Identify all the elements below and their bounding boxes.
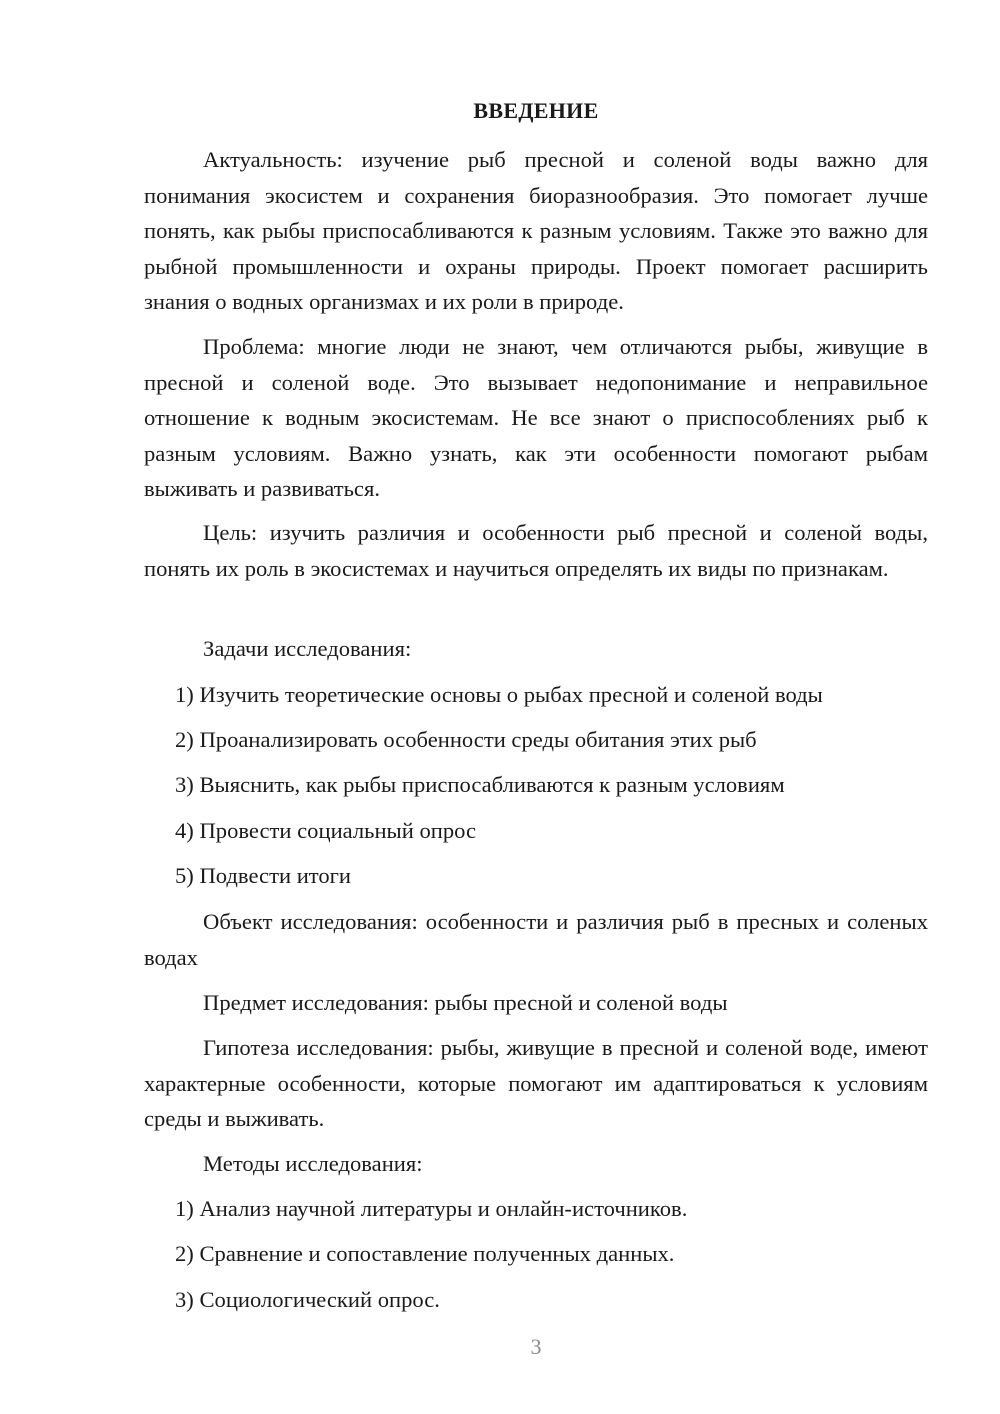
task-item-5-block [144, 858, 928, 894]
method-item: 1) Анализ научной литературы и онлайн-источников. [175, 1196, 688, 1221]
task-item-1-block [144, 677, 928, 713]
goal-paragraph: Цель: изучить различия и особенности рыб пресной и соленой воды, понять их роль в экосистемах и научиться определять их виды по признакам. [144, 520, 928, 581]
section-title: ВВЕДЕНИЕ [473, 98, 599, 123]
methods-label: Методы исследования: [203, 1151, 423, 1176]
tasks-label-block [144, 631, 928, 667]
relevance-block [144, 142, 928, 320]
object-block [144, 904, 928, 975]
hypothesis-block [144, 1030, 928, 1137]
hypothesis-paragraph: Гипотеза исследования: рыбы, живущие в пресной и соленой воде, имеют характерные особенности, которые помогают им адаптироваться к условиям среды и выживать. [144, 1035, 928, 1132]
relevance-paragraph: Актуальность: изучение рыб пресной и соленой воды важно для понимания экосистем и сохранения биоразнообразия. Это помогает лучше понять, как рыбы приспосабливаются к разным условиям. Также это важно для рыбной промышленности и охраны природы. Проект помогает расширить знания о водных организмах и их роли в природе. [144, 147, 928, 315]
method-item-1-block [144, 1191, 928, 1227]
object-paragraph: Объект исследования: особенности и различия рыб в пресных и соленых водах [144, 909, 928, 970]
task-item: 5) Подвести итоги [175, 863, 352, 888]
method-item-2-block [144, 1236, 928, 1272]
goal-block [144, 515, 928, 586]
task-item: 4) Провести социальный опрос [175, 818, 477, 843]
task-item-2-block [144, 722, 928, 758]
methods-label-block [144, 1146, 928, 1182]
method-item: 2) Сравнение и сопоставление полученных данных. [175, 1241, 675, 1266]
problem-block [144, 329, 928, 507]
page-number: 3 [530, 1334, 542, 1359]
task-item: 2) Проанализировать особенности среды обитания этих рыб [175, 727, 757, 752]
problem-paragraph: Проблема: многие люди не знают, чем отличаются рыбы, живущие в пресной и соленой воде. Это вызывает недопонимание и неправильное отношение к водным экосистемам. Не все знают о приспособлениях рыб к разным условиям. Важно узнать, как эти особенности помогают рыбам выживать и развиваться. [144, 334, 928, 502]
task-item: 3) Выяснить, как рыбы приспосабливаются к разным условиям [175, 772, 785, 797]
method-item: 3) Социологический опрос. [175, 1287, 440, 1312]
task-item-3-block [144, 767, 928, 803]
task-item-4-block [144, 813, 928, 849]
tasks-label: Задачи исследования: [203, 636, 412, 661]
subject-block [144, 985, 928, 1021]
document-page [144, 0, 928, 1414]
task-item: 1) Изучить теоретические основы о рыбах пресной и соленой воды [175, 682, 823, 707]
method-item-3-block [144, 1282, 928, 1318]
subject-paragraph: Предмет исследования: рыбы пресной и соленой воды [203, 990, 728, 1015]
